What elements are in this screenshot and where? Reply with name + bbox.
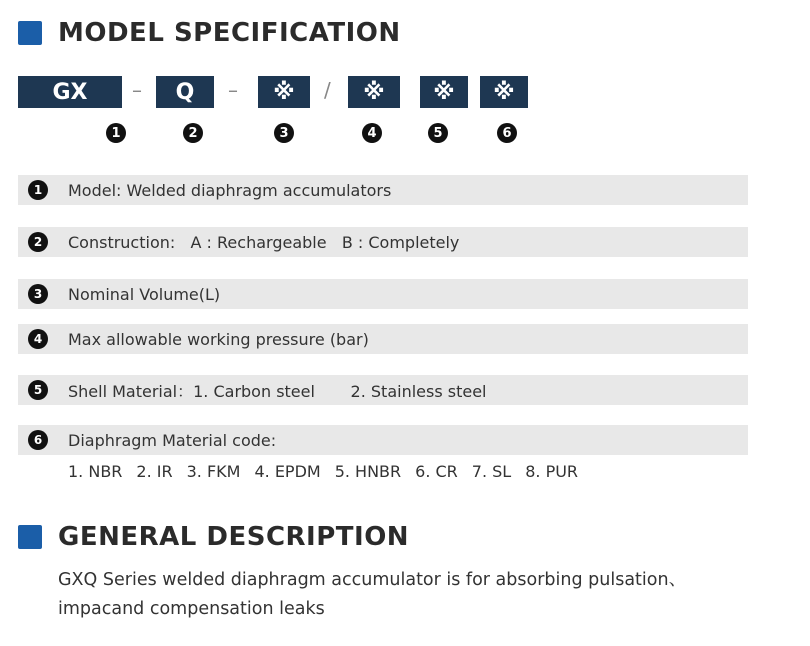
code-separator: /	[324, 78, 331, 102]
section-marker-icon	[18, 21, 42, 45]
code-box-shell: ※	[420, 76, 468, 108]
number-badge: 3	[28, 284, 48, 304]
description-line: impacand compensation leaks	[58, 599, 325, 619]
model-spec-heading	[18, 18, 401, 48]
description-line: GXQ Series welded diaphragm accumulator is for absorbing pulsation、	[58, 570, 687, 590]
material-code: 4. EPDM	[254, 462, 321, 481]
number-badge: 1	[106, 123, 126, 143]
material-code: 8. PUR	[525, 462, 579, 481]
material-code: 6. CR	[415, 462, 458, 481]
code-box-volume: ※	[258, 76, 310, 108]
description-text	[58, 566, 798, 624]
number-badge: 4	[28, 329, 48, 349]
number-badge: 6	[497, 123, 517, 143]
section-marker-icon	[18, 525, 42, 549]
material-code-list	[68, 462, 592, 481]
number-badge: 4	[362, 123, 382, 143]
code-separator: –	[132, 78, 142, 102]
code-box-q: Q	[156, 76, 214, 108]
number-badge: 3	[274, 123, 294, 143]
material-code: 2. IR	[136, 462, 173, 481]
material-code: 3. FKM	[186, 462, 241, 481]
spec-row-volume	[18, 279, 748, 309]
section-title: MODEL SPECIFICATION	[58, 18, 401, 48]
number-badge: 2	[28, 232, 48, 252]
code-box-gx: GX	[18, 76, 122, 108]
spec-text: Model: Welded diaphragm accumulators	[68, 180, 392, 200]
spec-text: Nominal Volume(L)	[68, 284, 221, 304]
number-badge: 6	[28, 430, 48, 450]
number-badge: 5	[28, 380, 48, 400]
spec-text: Construction: A : Rechargeable B : Completely	[68, 232, 460, 252]
code-separator: –	[228, 78, 238, 102]
spec-text: Diaphragm Material code:	[68, 430, 277, 450]
spec-row-pressure	[18, 324, 748, 354]
spec-row-diaphragm	[18, 425, 748, 455]
number-badge: 1	[28, 180, 48, 200]
code-box-pressure: ※	[348, 76, 400, 108]
spec-row-shell	[18, 375, 748, 405]
code-box-diaphragm: ※	[480, 76, 528, 108]
spec-text: Max allowable working pressure (bar)	[68, 329, 369, 349]
number-badge: 2	[183, 123, 203, 143]
material-code: 1. NBR	[68, 462, 123, 481]
material-code: 7. SL	[471, 462, 512, 481]
material-code: 5. HNBR	[334, 462, 402, 481]
spec-row-construction	[18, 227, 748, 257]
section-title: GENERAL DESCRIPTION	[58, 522, 410, 552]
general-description-heading	[18, 522, 409, 552]
number-badge: 5	[428, 123, 448, 143]
spec-row-model	[18, 175, 748, 205]
spec-text: Shell Material：1. Carbon steel 2. Stainless steel	[68, 381, 487, 401]
